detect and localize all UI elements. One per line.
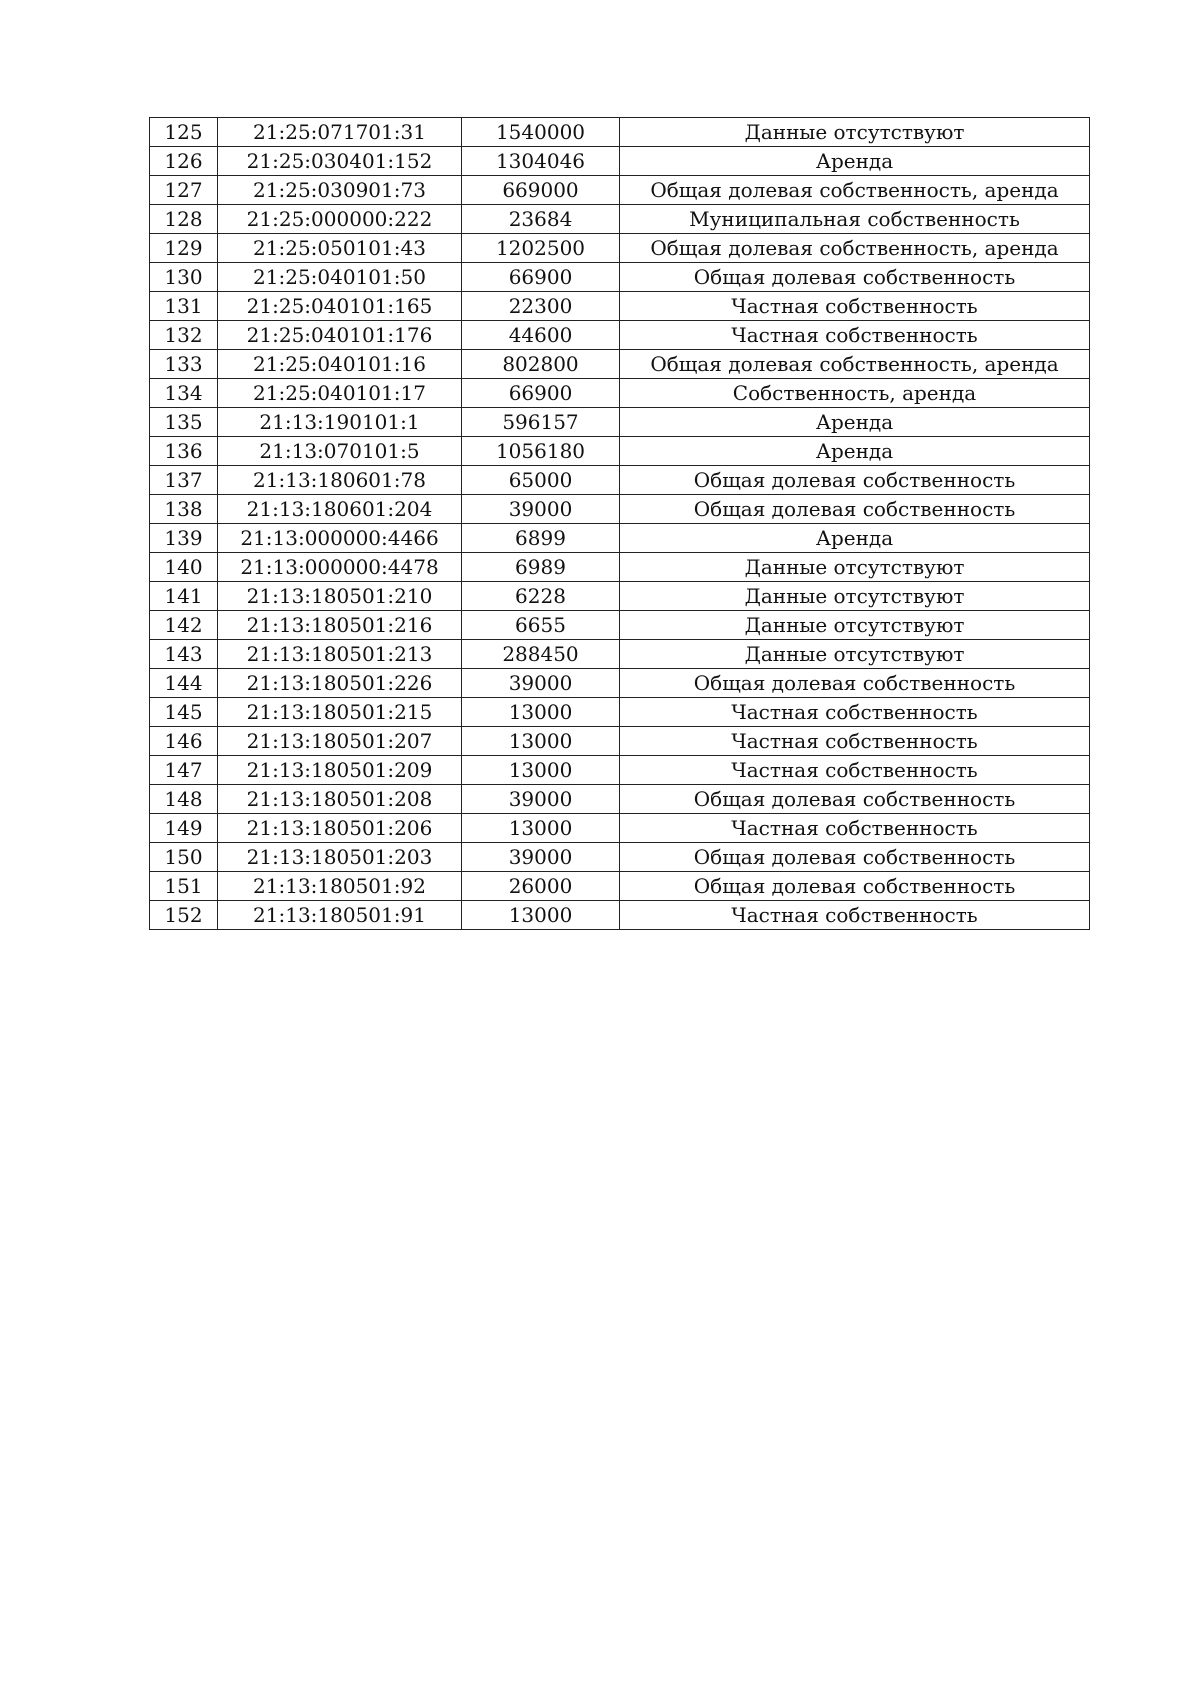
land-plot-table <box>149 117 1090 930</box>
table-row <box>150 118 1090 147</box>
ownership-type-cell: Частная собственность <box>620 814 1090 843</box>
table-row <box>150 292 1090 321</box>
area-cell: 13000 <box>462 756 620 785</box>
ownership-type-cell: Общая долевая собственность <box>620 872 1090 901</box>
ownership-type-cell: Общая долевая собственность, аренда <box>620 176 1090 205</box>
area-cell: 596157 <box>462 408 620 437</box>
table-row <box>150 553 1090 582</box>
area-cell: 39000 <box>462 785 620 814</box>
area-cell: 13000 <box>462 901 620 930</box>
table-row <box>150 379 1090 408</box>
row-number-cell: 134 <box>150 379 218 408</box>
ownership-type-cell: Общая долевая собственность <box>620 843 1090 872</box>
row-number-cell: 137 <box>150 466 218 495</box>
row-number-cell: 152 <box>150 901 218 930</box>
table-row <box>150 234 1090 263</box>
cadastral-number-cell: 21:13:180501:208 <box>218 785 462 814</box>
cadastral-number-cell: 21:13:180601:204 <box>218 495 462 524</box>
table-row <box>150 669 1090 698</box>
row-number-cell: 146 <box>150 727 218 756</box>
ownership-type-cell: Общая долевая собственность <box>620 466 1090 495</box>
cadastral-number-cell: 21:13:180501:210 <box>218 582 462 611</box>
row-number-cell: 139 <box>150 524 218 553</box>
table-body <box>150 118 1090 930</box>
area-cell: 1540000 <box>462 118 620 147</box>
ownership-type-cell: Аренда <box>620 408 1090 437</box>
area-cell: 1056180 <box>462 437 620 466</box>
table-row <box>150 263 1090 292</box>
ownership-type-cell: Муниципальная собственность <box>620 205 1090 234</box>
table-row <box>150 437 1090 466</box>
cadastral-number-cell: 21:25:050101:43 <box>218 234 462 263</box>
ownership-type-cell: Общая долевая собственность, аренда <box>620 350 1090 379</box>
row-number-cell: 128 <box>150 205 218 234</box>
cadastral-number-cell: 21:13:000000:4466 <box>218 524 462 553</box>
table-row <box>150 495 1090 524</box>
area-cell: 39000 <box>462 495 620 524</box>
cadastral-number-cell: 21:13:000000:4478 <box>218 553 462 582</box>
ownership-type-cell: Данные отсутствуют <box>620 118 1090 147</box>
cadastral-number-cell: 21:25:071701:31 <box>218 118 462 147</box>
table-row <box>150 901 1090 930</box>
cadastral-number-cell: 21:25:040101:165 <box>218 292 462 321</box>
ownership-type-cell: Данные отсутствуют <box>620 640 1090 669</box>
area-cell: 65000 <box>462 466 620 495</box>
table-row <box>150 408 1090 437</box>
ownership-type-cell: Частная собственность <box>620 756 1090 785</box>
ownership-type-cell: Данные отсутствуют <box>620 582 1090 611</box>
area-cell: 66900 <box>462 379 620 408</box>
row-number-cell: 147 <box>150 756 218 785</box>
row-number-cell: 129 <box>150 234 218 263</box>
table-row <box>150 872 1090 901</box>
cadastral-number-cell: 21:13:180501:209 <box>218 756 462 785</box>
ownership-type-cell: Собственность, аренда <box>620 379 1090 408</box>
table-row <box>150 698 1090 727</box>
cadastral-number-cell: 21:13:180501:216 <box>218 611 462 640</box>
area-cell: 802800 <box>462 350 620 379</box>
ownership-type-cell: Общая долевая собственность <box>620 263 1090 292</box>
area-cell: 6655 <box>462 611 620 640</box>
row-number-cell: 148 <box>150 785 218 814</box>
table-row <box>150 611 1090 640</box>
cadastral-number-cell: 21:13:180501:213 <box>218 640 462 669</box>
ownership-type-cell: Частная собственность <box>620 901 1090 930</box>
area-cell: 669000 <box>462 176 620 205</box>
row-number-cell: 138 <box>150 495 218 524</box>
area-cell: 13000 <box>462 727 620 756</box>
area-cell: 22300 <box>462 292 620 321</box>
area-cell: 39000 <box>462 843 620 872</box>
area-cell: 66900 <box>462 263 620 292</box>
cadastral-number-cell: 21:13:180501:203 <box>218 843 462 872</box>
row-number-cell: 150 <box>150 843 218 872</box>
ownership-type-cell: Частная собственность <box>620 292 1090 321</box>
cadastral-number-cell: 21:13:180501:91 <box>218 901 462 930</box>
row-number-cell: 131 <box>150 292 218 321</box>
cadastral-number-cell: 21:13:180501:207 <box>218 727 462 756</box>
row-number-cell: 136 <box>150 437 218 466</box>
area-cell: 13000 <box>462 814 620 843</box>
table-row <box>150 524 1090 553</box>
row-number-cell: 133 <box>150 350 218 379</box>
area-cell: 26000 <box>462 872 620 901</box>
table-row <box>150 756 1090 785</box>
ownership-type-cell: Общая долевая собственность, аренда <box>620 234 1090 263</box>
table-row <box>150 785 1090 814</box>
ownership-type-cell: Частная собственность <box>620 727 1090 756</box>
row-number-cell: 141 <box>150 582 218 611</box>
ownership-type-cell: Аренда <box>620 437 1090 466</box>
cadastral-number-cell: 21:13:180501:206 <box>218 814 462 843</box>
area-cell: 6899 <box>462 524 620 553</box>
area-cell: 288450 <box>462 640 620 669</box>
table-row <box>150 321 1090 350</box>
cadastral-number-cell: 21:13:180501:92 <box>218 872 462 901</box>
cadastral-number-cell: 21:13:070101:5 <box>218 437 462 466</box>
table-row <box>150 147 1090 176</box>
row-number-cell: 142 <box>150 611 218 640</box>
row-number-cell: 130 <box>150 263 218 292</box>
ownership-type-cell: Общая долевая собственность <box>620 785 1090 814</box>
area-cell: 6989 <box>462 553 620 582</box>
cadastral-number-cell: 21:13:180501:215 <box>218 698 462 727</box>
row-number-cell: 126 <box>150 147 218 176</box>
ownership-type-cell: Аренда <box>620 524 1090 553</box>
ownership-type-cell: Частная собственность <box>620 321 1090 350</box>
area-cell: 1202500 <box>462 234 620 263</box>
row-number-cell: 135 <box>150 408 218 437</box>
cadastral-number-cell: 21:25:040101:16 <box>218 350 462 379</box>
table-row <box>150 640 1090 669</box>
cadastral-number-cell: 21:25:040101:176 <box>218 321 462 350</box>
area-cell: 23684 <box>462 205 620 234</box>
ownership-type-cell: Данные отсутствуют <box>620 611 1090 640</box>
table-row <box>150 205 1090 234</box>
row-number-cell: 125 <box>150 118 218 147</box>
row-number-cell: 140 <box>150 553 218 582</box>
cadastral-number-cell: 21:13:180501:226 <box>218 669 462 698</box>
cadastral-number-cell: 21:25:030401:152 <box>218 147 462 176</box>
ownership-type-cell: Аренда <box>620 147 1090 176</box>
table-row <box>150 843 1090 872</box>
area-cell: 13000 <box>462 698 620 727</box>
cadastral-number-cell: 21:25:040101:17 <box>218 379 462 408</box>
ownership-type-cell: Общая долевая собственность <box>620 669 1090 698</box>
ownership-type-cell: Частная собственность <box>620 698 1090 727</box>
cadastral-number-cell: 21:25:030901:73 <box>218 176 462 205</box>
table-row <box>150 814 1090 843</box>
table-row <box>150 582 1090 611</box>
row-number-cell: 132 <box>150 321 218 350</box>
row-number-cell: 145 <box>150 698 218 727</box>
cadastral-number-cell: 21:13:180601:78 <box>218 466 462 495</box>
table-row <box>150 350 1090 379</box>
area-cell: 6228 <box>462 582 620 611</box>
table-row <box>150 727 1090 756</box>
ownership-type-cell: Данные отсутствуют <box>620 553 1090 582</box>
area-cell: 1304046 <box>462 147 620 176</box>
row-number-cell: 149 <box>150 814 218 843</box>
table-row <box>150 176 1090 205</box>
row-number-cell: 144 <box>150 669 218 698</box>
cadastral-number-cell: 21:13:190101:1 <box>218 408 462 437</box>
cadastral-number-cell: 21:25:000000:222 <box>218 205 462 234</box>
ownership-type-cell: Общая долевая собственность <box>620 495 1090 524</box>
row-number-cell: 143 <box>150 640 218 669</box>
table-row <box>150 466 1090 495</box>
area-cell: 39000 <box>462 669 620 698</box>
row-number-cell: 127 <box>150 176 218 205</box>
cadastral-number-cell: 21:25:040101:50 <box>218 263 462 292</box>
area-cell: 44600 <box>462 321 620 350</box>
row-number-cell: 151 <box>150 872 218 901</box>
